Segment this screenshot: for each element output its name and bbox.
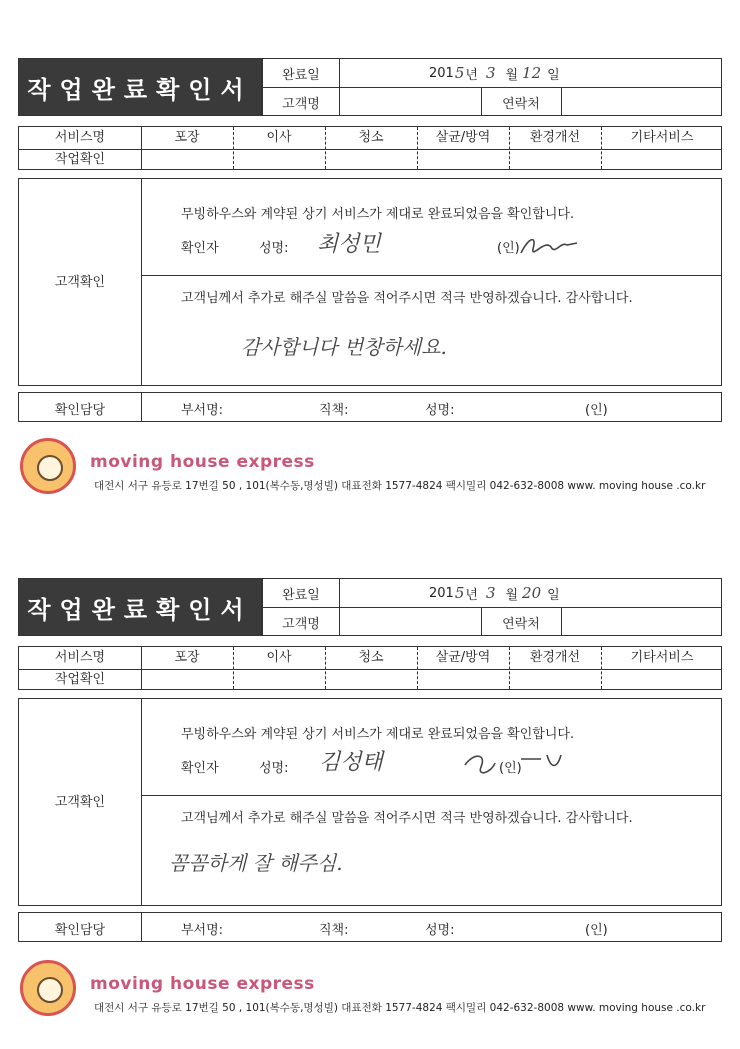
service-moving: 이사 (266, 650, 292, 665)
services-grid (18, 646, 722, 690)
manager-name-label: 성명: (425, 403, 455, 418)
brand-name: moving house express (90, 974, 315, 994)
confirmer-label: 확인자 (181, 241, 219, 256)
service-other: 기타서비스 (630, 650, 694, 665)
signer-name-label: 성명: (259, 241, 289, 256)
contact-label: 연락처 (502, 616, 540, 632)
work-check-label: 작업확인 (54, 672, 106, 687)
work-check-label: 작업확인 (54, 152, 106, 167)
header-grid (262, 578, 722, 636)
comment-prompt: 고객님께서 추가로 해주실 말씀을 적어주시면 적극 반영하겠습니다. 감사합니다. (181, 291, 633, 306)
dept-label: 부서명: (181, 923, 224, 938)
comment-prompt: 고객님께서 추가로 해주실 말씀을 적어주시면 적극 반영하겠습니다. 감사합니다. (181, 811, 633, 826)
signature-mark (461, 747, 571, 783)
services-grid (18, 126, 722, 170)
signer-name-label: 성명: (259, 761, 289, 776)
confirm-statement: 무빙하우스와 계약된 상기 서비스가 제대로 완료되었음을 확인합니다. (181, 727, 575, 742)
service-other: 기타서비스 (630, 130, 694, 145)
service-packing: 포장 (174, 130, 200, 145)
manager-name-label: 성명: (425, 923, 455, 938)
manager-section (18, 392, 722, 422)
comment-handwritten: 감사합니다 번창하세요. (241, 335, 447, 359)
position-label: 직책: (319, 923, 349, 938)
signer-name-handwritten: 김성태 (319, 750, 383, 775)
form-title: 작업완료확인서 (18, 578, 262, 636)
services-header: 서비스명 (54, 130, 106, 145)
seal-label: (인) (499, 761, 522, 776)
service-cleaning: 청소 (358, 650, 384, 665)
customer-check-section (18, 698, 722, 906)
customer-check-label: 고객확인 (54, 795, 106, 810)
customer-name-label: 고객명 (282, 616, 320, 632)
service-disinfection: 살균/방역 (435, 650, 491, 665)
comment-handwritten: 꼼꼼하게 잘 해주심. (169, 851, 343, 875)
service-environment: 환경개선 (529, 130, 581, 145)
completion-date-value: 201 5 년 3 월 20 일 (429, 584, 560, 603)
service-disinfection: 살균/방역 (435, 130, 491, 145)
customer-check-section (18, 178, 722, 386)
confirmer-label: 확인자 (181, 761, 219, 776)
completion-date-label: 완료일 (282, 67, 320, 83)
brand-name: moving house express (90, 452, 315, 472)
manager-seal-label: (인) (585, 403, 608, 418)
service-packing: 포장 (174, 650, 200, 665)
customer-name-label: 고객명 (282, 96, 320, 112)
customer-check-label: 고객확인 (54, 275, 106, 290)
completion-date-label: 완료일 (282, 587, 320, 603)
confirm-statement: 무빙하우스와 계약된 상기 서비스가 제대로 완료되었음을 확인합니다. (181, 207, 575, 222)
company-address: 대전시 서구 유등로 17번길 50 , 101(복수동,명성빌) 대표전화 1577-4824 팩시밀리 042-632-8008 www. moving house .co.kr (94, 1002, 706, 1014)
seal-label: (인) (497, 241, 520, 256)
service-moving: 이사 (266, 130, 292, 145)
header-grid (262, 58, 722, 116)
moving-house-logo-icon (20, 438, 76, 494)
signer-name-handwritten: 최성민 (317, 232, 381, 257)
dept-label: 부서명: (181, 403, 224, 418)
manager-section (18, 912, 722, 942)
services-header: 서비스명 (54, 650, 106, 665)
completion-date-value: 201 5 년 3 월 12 일 (429, 64, 560, 83)
service-cleaning: 청소 (358, 130, 384, 145)
moving-house-logo-icon (20, 960, 76, 1016)
position-label: 직책: (319, 403, 349, 418)
company-address: 대전시 서구 유등로 17번길 50 , 101(복수동,명성빌) 대표전화 1577-4824 팩시밀리 042-632-8008 www. moving house .co.kr (94, 480, 706, 492)
signature-mark (515, 229, 595, 265)
service-environment: 환경개선 (529, 650, 581, 665)
manager-seal-label: (인) (585, 923, 608, 938)
manager-label: 확인담당 (54, 403, 106, 418)
form-title: 작업완료확인서 (18, 58, 262, 116)
contact-label: 연락처 (502, 96, 540, 112)
manager-label: 확인담당 (54, 923, 106, 938)
